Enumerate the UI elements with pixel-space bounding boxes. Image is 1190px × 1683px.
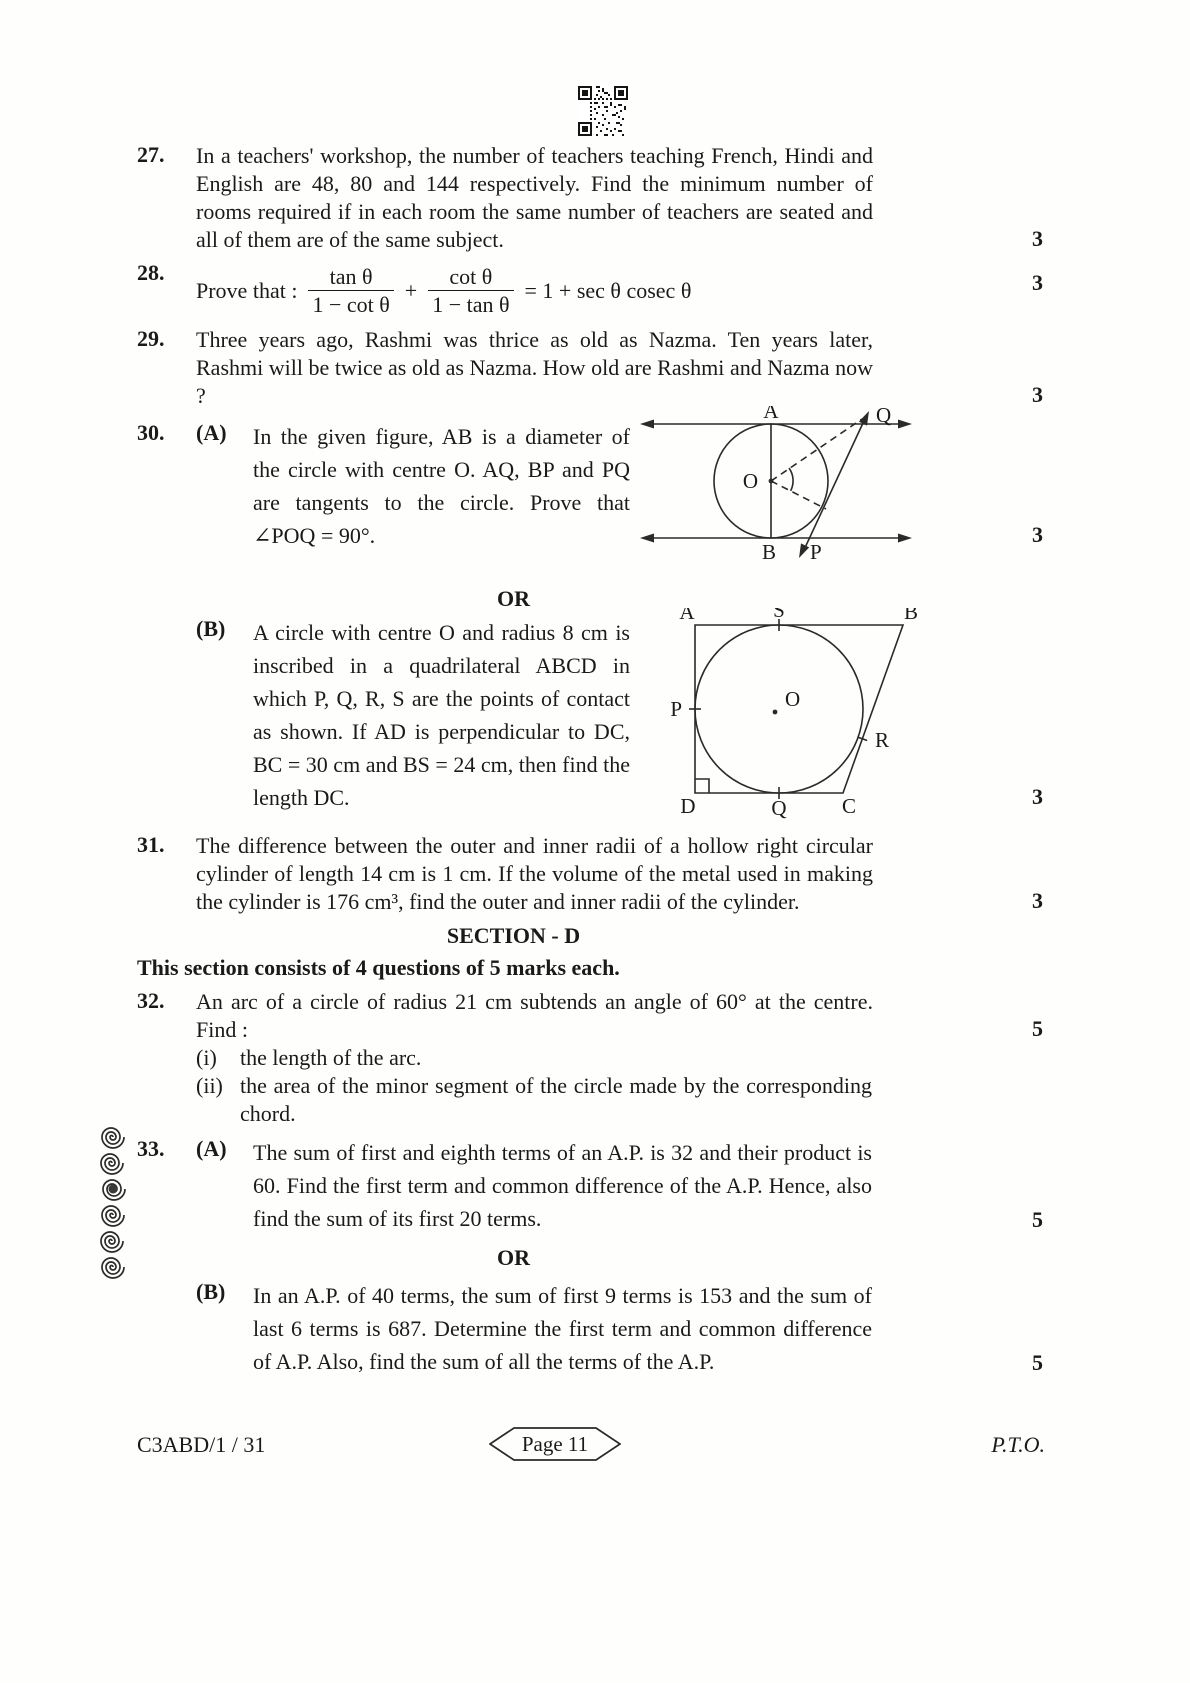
equation-rhs: = 1 + sec θ cosec θ bbox=[524, 277, 692, 303]
figure-circle-tangents bbox=[636, 406, 916, 580]
question-text: A circle with centre O and radius 8 cm is inscribed in a quadrilateral ABCD in which P, Q, R, S are the points of contact as shown. If AD is perpendicular to DC, BC = 30 cm and BS = 24 cm, then find the length DC. bbox=[253, 620, 630, 810]
option-a-label: (A) bbox=[196, 1136, 227, 1161]
question-text: In the given figure, AB is a diameter of the circle with centre O. AQ, BP and PQ are tangents to the circle. Prove that ∠POQ = 90°. bbox=[253, 424, 630, 548]
radius-op-dashed bbox=[771, 481, 826, 509]
question-text: In a teachers' workshop, the number of teachers teaching French, Hindi and English are 48, 80 and 144 respectively. Find the minimum number of rooms required if in each room the same number of teachers are seated and all of them are of the same subject. bbox=[196, 143, 873, 252]
label-a: A bbox=[763, 406, 779, 423]
marks-value: 3 bbox=[1032, 888, 1043, 913]
qr-code-icon bbox=[578, 86, 628, 142]
or-separator: OR bbox=[497, 1245, 530, 1270]
arrowhead bbox=[799, 543, 809, 558]
question-number: 29. bbox=[137, 326, 165, 351]
label-r: R bbox=[875, 728, 890, 752]
item-text: the area of the minor segment of the circle made by the corresponding chord. bbox=[240, 1073, 872, 1126]
question-28 bbox=[137, 260, 1045, 318]
marks-value: 3 bbox=[1032, 382, 1043, 407]
item-text: the length of the arc. bbox=[240, 1045, 422, 1070]
question-text: In an A.P. of 40 terms, the sum of first 9 terms is 153 and the sum of last 6 terms is 687. Determine the first term and common difference of A.P. Also, find the sum of all the terms of the A.P. bbox=[253, 1283, 872, 1374]
centre-dot bbox=[773, 710, 778, 715]
question-30a bbox=[137, 406, 1045, 580]
marks-value: 3 bbox=[1032, 270, 1043, 295]
plus-operator: + bbox=[404, 277, 418, 303]
equation-prefix: Prove that : bbox=[196, 277, 298, 303]
page-number: Page 11 bbox=[521, 1432, 589, 1456]
label-c: C bbox=[841, 794, 857, 818]
question-number: 31. bbox=[137, 832, 165, 857]
section-d-title: SECTION - D bbox=[446, 923, 581, 948]
equation bbox=[196, 260, 691, 318]
label-s: S bbox=[773, 608, 785, 622]
centre-dot bbox=[769, 479, 774, 484]
page-footer bbox=[137, 1426, 1045, 1466]
arrowhead bbox=[898, 534, 912, 543]
question-number: 27. bbox=[137, 142, 165, 167]
angle-arc bbox=[789, 468, 793, 491]
question-number: 30. bbox=[137, 420, 165, 445]
label-a: A bbox=[679, 608, 695, 624]
question-number: 32. bbox=[137, 988, 165, 1013]
question-33a bbox=[137, 1136, 1045, 1235]
question-text: The difference between the outer and inner radii of a hollow right circular cylinder of length 14 cm is 1 cm. If the volume of the metal used in making the cylinder is 176 cm³, find the outer and inner radii of the cylinder. bbox=[196, 833, 873, 914]
marks-value: 5 bbox=[1032, 1350, 1043, 1375]
question-text: An arc of a circle of radius 21 cm subtends an angle of 60° at the centre. Find : bbox=[196, 989, 873, 1042]
fraction-2: $\frac{\text{cot θ}}{\text{1 − tan θ}}$ bbox=[428, 263, 513, 318]
option-b-label: (B) bbox=[196, 1279, 226, 1304]
label-q: Q bbox=[771, 796, 787, 820]
label-o: O bbox=[742, 469, 758, 493]
item-label: (i) bbox=[196, 1045, 217, 1070]
paper-code: C3ABD/1 / 31 bbox=[137, 1432, 266, 1457]
right-angle-mark bbox=[695, 779, 709, 793]
question-30b bbox=[137, 608, 1045, 826]
section-d-subtitle: This section consists of 4 questions of 5 marks each. bbox=[137, 955, 620, 980]
marks-value: 5 bbox=[1032, 1016, 1043, 1041]
marks-value: 3 bbox=[1032, 784, 1043, 809]
label-q: Q bbox=[876, 406, 892, 427]
pto-label: P.T.O. bbox=[991, 1432, 1045, 1457]
marks-value: 3 bbox=[1032, 226, 1043, 251]
spiral-binding-marks-icon bbox=[88, 1124, 136, 1292]
question-32-item-ii bbox=[196, 1072, 1045, 1128]
arrowhead bbox=[898, 420, 912, 429]
question-number: 33. bbox=[137, 1136, 165, 1161]
marks-value: 3 bbox=[1032, 522, 1043, 547]
question-number-spacer bbox=[137, 1279, 196, 1378]
question-text: The sum of first and eighth terms of an A.P. is 32 and their product is 60. Find the first term and common difference of the A.P. Hence, also find the sum of its first 20 terms. bbox=[253, 1140, 872, 1231]
label-p: P bbox=[810, 540, 822, 564]
arrowhead bbox=[640, 534, 654, 543]
label-o: O bbox=[785, 687, 801, 711]
label-p: P bbox=[670, 697, 682, 721]
label-b: B bbox=[761, 540, 776, 564]
arrowhead bbox=[640, 420, 654, 429]
label-b: B bbox=[903, 608, 919, 624]
question-33b bbox=[137, 1279, 1045, 1378]
question-number: 28. bbox=[137, 260, 165, 285]
question-31 bbox=[137, 832, 1045, 916]
option-a-label: (A) bbox=[196, 420, 227, 445]
question-32-item-i bbox=[196, 1044, 1045, 1072]
question-32 bbox=[137, 988, 1045, 1044]
figure-inscribed-circle bbox=[648, 608, 948, 826]
or-separator: OR bbox=[497, 586, 530, 611]
question-27 bbox=[137, 142, 1045, 254]
question-number-spacer bbox=[137, 616, 196, 826]
inscribed-circle bbox=[695, 625, 863, 793]
fraction-1: $\frac{\text{tan θ}}{\text{1 − cot θ}}$ bbox=[308, 263, 393, 318]
radius-oq-dashed bbox=[771, 419, 862, 481]
marks-value: 5 bbox=[1032, 1207, 1043, 1232]
option-b-label: (B) bbox=[196, 616, 226, 641]
label-d: D bbox=[680, 794, 696, 818]
item-label: (ii) bbox=[196, 1073, 223, 1098]
question-29 bbox=[137, 326, 1045, 410]
question-text: Three years ago, Rashmi was thrice as old as Nazma. Ten years later, Rashmi will be twice as old as Nazma. How old are Rashmi and Nazma now ? bbox=[196, 327, 873, 408]
page-number-badge bbox=[489, 1426, 621, 1468]
